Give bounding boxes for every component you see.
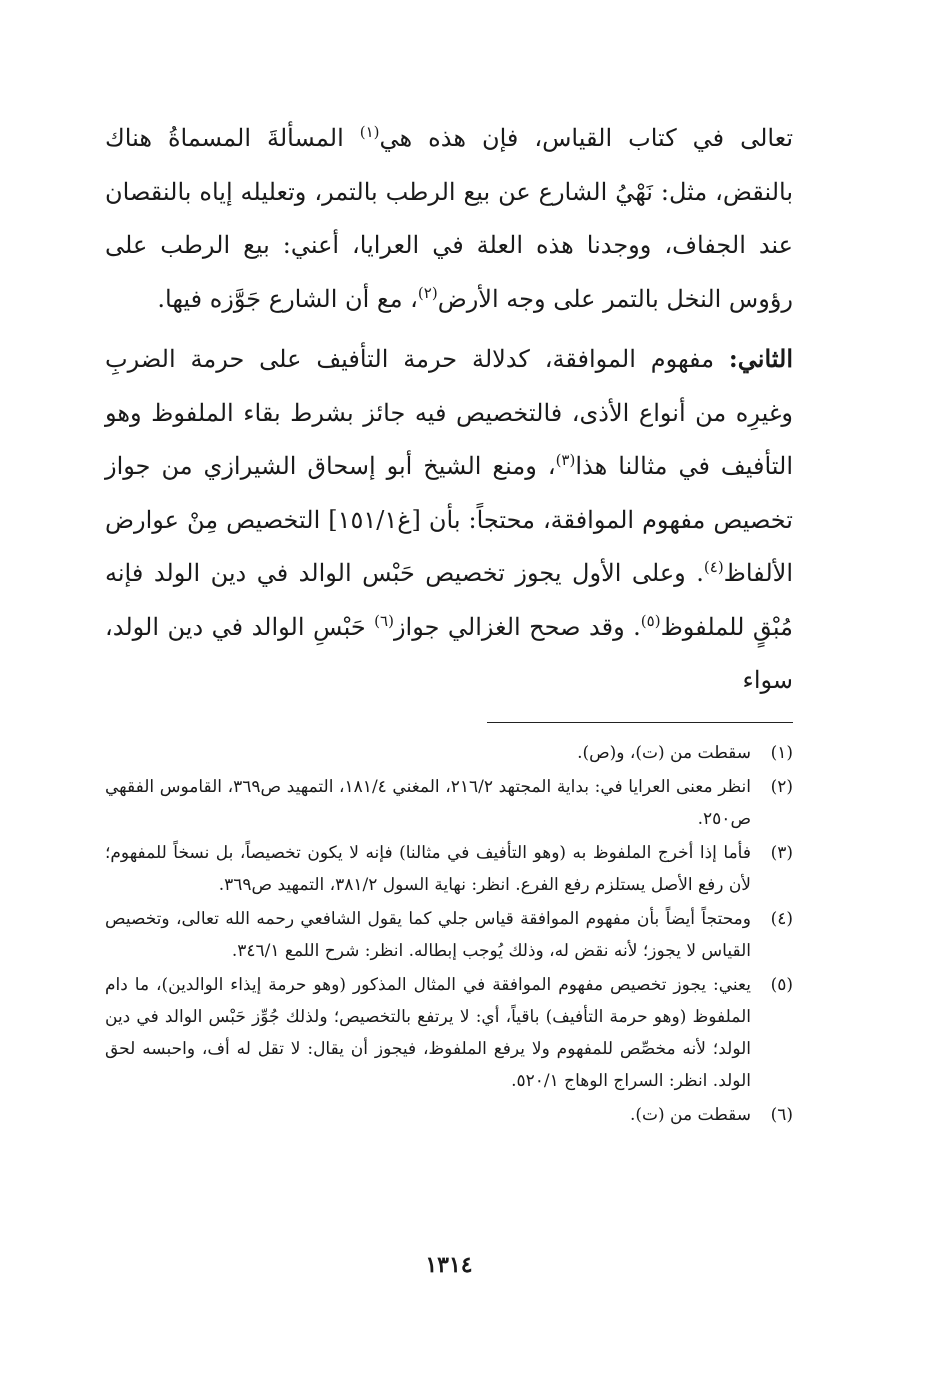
footnote-6 [105, 1099, 793, 1131]
main-text [105, 112, 793, 708]
paragraph-1-part-a: تعالى في كتاب القياس، فإن هذه هي [379, 124, 794, 152]
footnote-text: يعني: يجوز تخصيص مفهوم الموافقة في المثال المذكور (وهو حرمة إيذاء الوالدين)، ما دام الملفوظ (وهو حرمة التأفيف) باقياً، أي: لا يرتفع بالتخصيص؛ ولذلك جُوِّز حَبْس الوالد في دين الولد؛ لأنه مخصِّص للمفهوم ولا يرفع الملفوظ، فيجوز أن يقال: لا تقل له أف، واحبسه لحق الولد. انظر: السراج الوهاج ٥٢٠/١. [105, 974, 751, 1091]
footnote-text: سقطت من (ت)، و(ص). [577, 742, 751, 763]
footnote-1 [105, 737, 793, 769]
footnote-ref-2: (٢) [417, 283, 438, 302]
paragraph-1-part-b: المسألةَ المسماةُ هناك بالنقض، مثل: نَهْيُ الشارع عن بيع الرطب بالتمر، وتعليله إياه بالنقصان عند الجفاف، ووجدنا هذه العلة في العرايا، أعني: بيع الرطب على رؤوس النخل بالتمر على وجه الأرض [105, 124, 793, 313]
footnote-number: (١) [770, 742, 793, 763]
footnote-number: (٤) [770, 908, 793, 929]
page-number: ١٣١٤ [425, 1252, 473, 1278]
footnote-text: ومحتجاً أيضاً بأن مفهوم الموافقة قياس جلي كما يقول الشافعي رحمه الله تعالى، وتخصيص القياس لا يجوز؛ لأنه نقض له، وذلك يُوجب إبطاله. انظر: شرح اللمع ٣٤٦/١. [105, 908, 751, 961]
footnote-3 [105, 837, 793, 901]
footnote-2 [105, 771, 793, 835]
footnote-separator [487, 722, 793, 723]
paragraph-1 [105, 112, 793, 326]
paragraph-2 [105, 332, 793, 708]
footnote-5 [105, 969, 793, 1097]
paragraph-2-part-e: حَبْسِ الوالد في دين الولد، سواء [105, 612, 793, 694]
paragraph-2-part-a: مفهوم الموافقة، كدلالة حرمة التأفيف على حرمة الضربِ وغيرِه من أنواع الأذى، فالتخصيص فيه جائز بشرط بقاء الملفوظ وهو التأفيف في مثالنا هذا [105, 345, 794, 480]
paragraph-1-part-c: ، مع أن الشارع جَوَّزه فيها. [157, 284, 418, 313]
footnote-text: فأما إذا أخرج الملفوظ به (وهو التأفيف في مثالنا) فإنه لا يكون تخصيصاً، بل نسخاً للمفهوم؛ لأن رفع الأصل يستلزم رفع الفرع. انظر: نهاية السول ٣٨١/٢، التمهيد ص٣٦٩. [105, 842, 751, 895]
footnote-number: (٢) [770, 776, 793, 797]
footnote-ref-3: (٣) [555, 451, 576, 469]
footnote-text: انظر معنى العرايا في: بداية المجتهد ٢١٦/٢، المغني ١٨١/٤، التمهيد ص٣٦٩، القاموس الفقهي ص٢٥٠. [105, 776, 751, 829]
paragraph-2-part-d: . وقد صحح الغزالي جواز [393, 612, 641, 641]
paragraph-2-lead: الثاني: [728, 344, 793, 373]
document-page [105, 112, 793, 1332]
footnote-ref-1: (١) [359, 123, 380, 141]
footnote-4 [105, 903, 793, 967]
footnote-text: سقطت من (ت). [629, 1104, 751, 1125]
paragraph-2-part-c: . وعلى الأول يجوز تخصيص حَبْس الوالد في دين الولد فإنه مُبْقٍ للملفوظ [105, 559, 793, 641]
footnote-ref-5: (٥) [640, 611, 661, 630]
paragraph-2-part-b: ، ومنع الشيخ أبو إسحاق الشيرازي من جواز تخصيص مفهوم الموافقة، محتجاً: بأن [غ١٥١/١] التخصيص مِنْ عوارض الألفاظ [105, 452, 793, 587]
footnote-ref-6: (٦) [374, 611, 394, 630]
footnote-number: (٣) [770, 842, 793, 863]
footnote-number: (٥) [770, 974, 793, 995]
footnote-ref-4: (٤) [703, 558, 724, 576]
footnotes [105, 737, 793, 1131]
footnote-number: (٦) [770, 1104, 793, 1125]
